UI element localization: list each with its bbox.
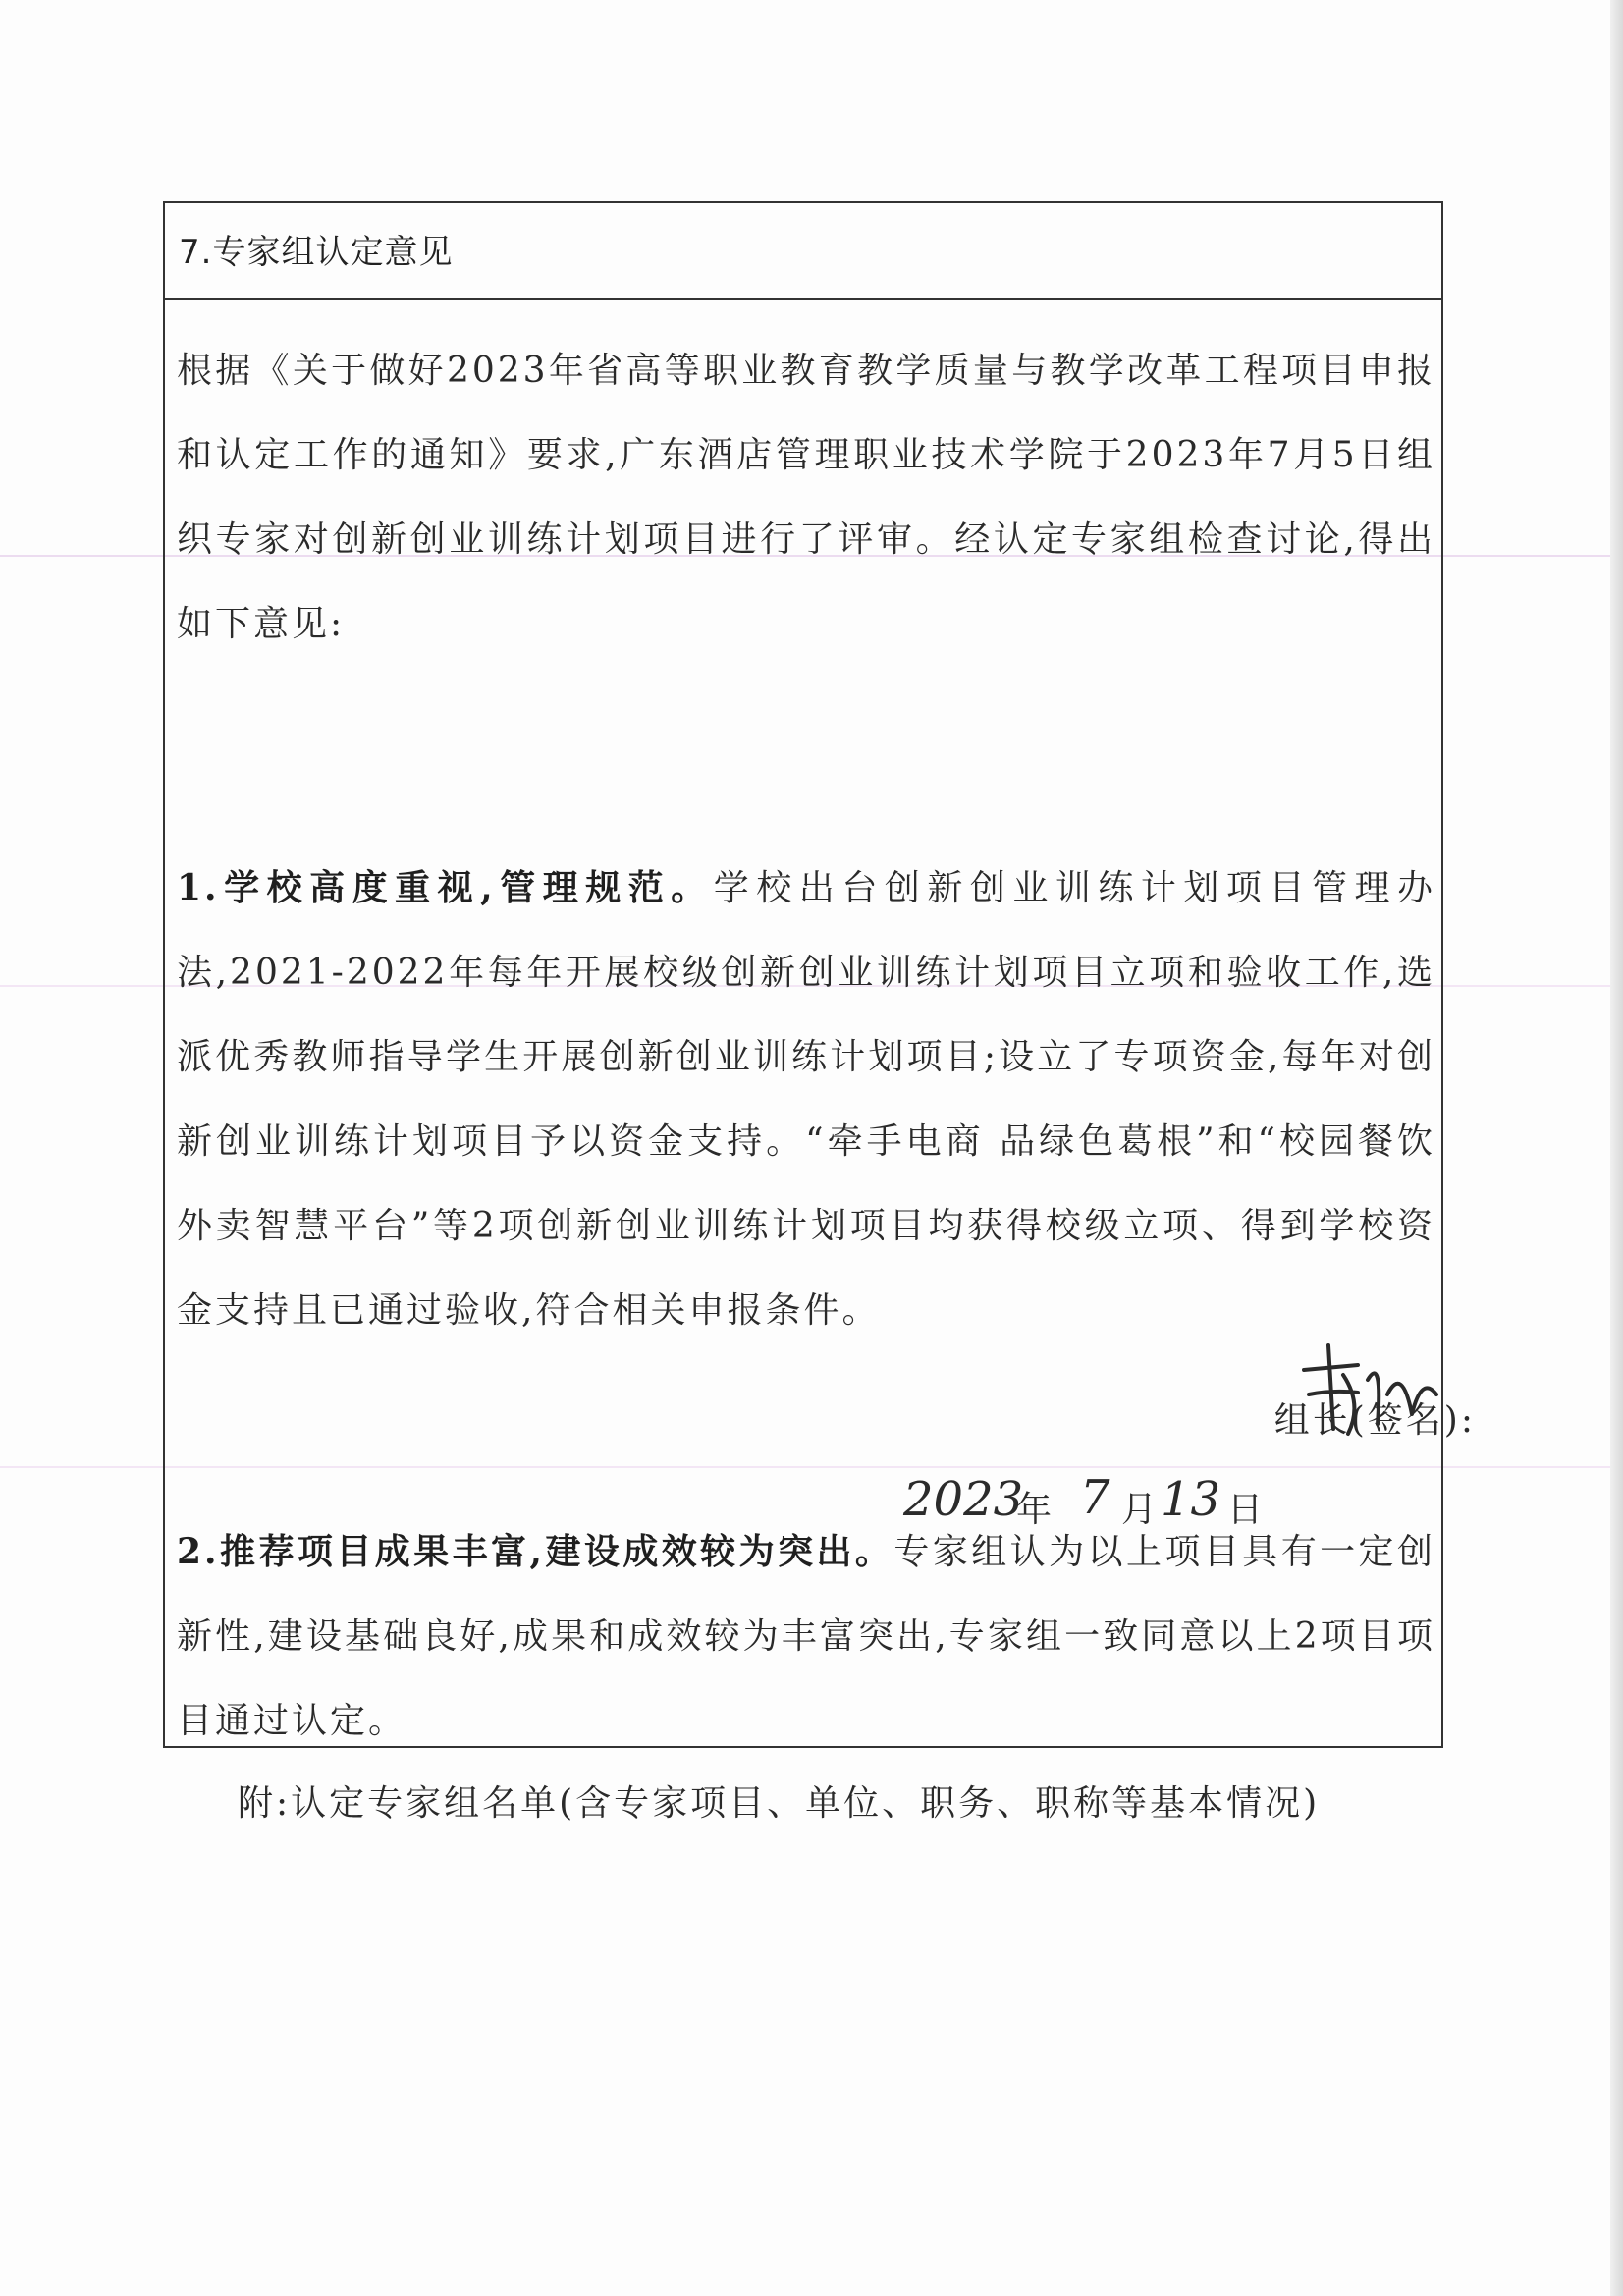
scan-edge — [1610, 0, 1623, 2296]
opinion-point-1-body: 学校出台创新创业训练计划项目管理办法,2021-2022年每年开展校级创新创业训练计划项目立项和验收工作,选派优秀教师指导学生开展创新创业训练计划项目;设立了专项资金,每年对创新创业训练计划项目予以资金支持。“牵手电商 品绿色葛根”和“校园餐饮外卖智慧平台”等2项创新创业训练计划项目均获得校级立项、得到学校资金支持且已通过验收,符合相关申报条件。 — [177, 868, 1435, 1331]
opinion-point-1 — [177, 846, 1435, 1353]
date-month-unit: 月 — [1121, 1490, 1160, 1530]
opinion-point-2-body: 专家组认为以上项目具有一定创新性,建设基础良好,成果和成效较为丰富突出,专家组一致同意以上2项目项目通过认定。 — [177, 1532, 1435, 1741]
handwritten-signature — [1289, 1336, 1446, 1444]
appendix-note: 附:认定专家组名单(含专家项目、单位、职务、职称等基本情况) — [238, 1783, 1321, 1824]
opinion-point-1-lead: 1.学校高度重视,管理规范。 — [177, 867, 714, 908]
intro-paragraph: 根据《关于做好2023年省高等职业教育教学质量与教学改革工程项目申报和认定工作的通知》要求,广东酒店管理职业技术学院于2023年7月5日组织专家对创新创业训练计划项目进行了评审。经认定专家组检查讨论,得出如下意见: — [177, 351, 1435, 644]
section-title: 7.专家组认定意见 — [179, 233, 454, 272]
form-header-row — [165, 203, 1441, 300]
opinion-point-2-lead: 2.推荐项目成果丰富,建设成效较为突出。 — [177, 1531, 894, 1572]
date-month-handwritten: 7 — [1080, 1470, 1110, 1525]
date-day-unit: 日 — [1227, 1490, 1266, 1530]
date-year-unit: 年 — [1016, 1490, 1055, 1530]
date-year-handwritten: 2023 — [903, 1472, 1024, 1527]
signature-label: 组长(签名): — [1273, 1400, 1476, 1441]
date-day-handwritten: 13 — [1161, 1472, 1221, 1527]
signature-date — [903, 1466, 1276, 1535]
opinion-point-2 — [177, 1509, 1435, 1764]
